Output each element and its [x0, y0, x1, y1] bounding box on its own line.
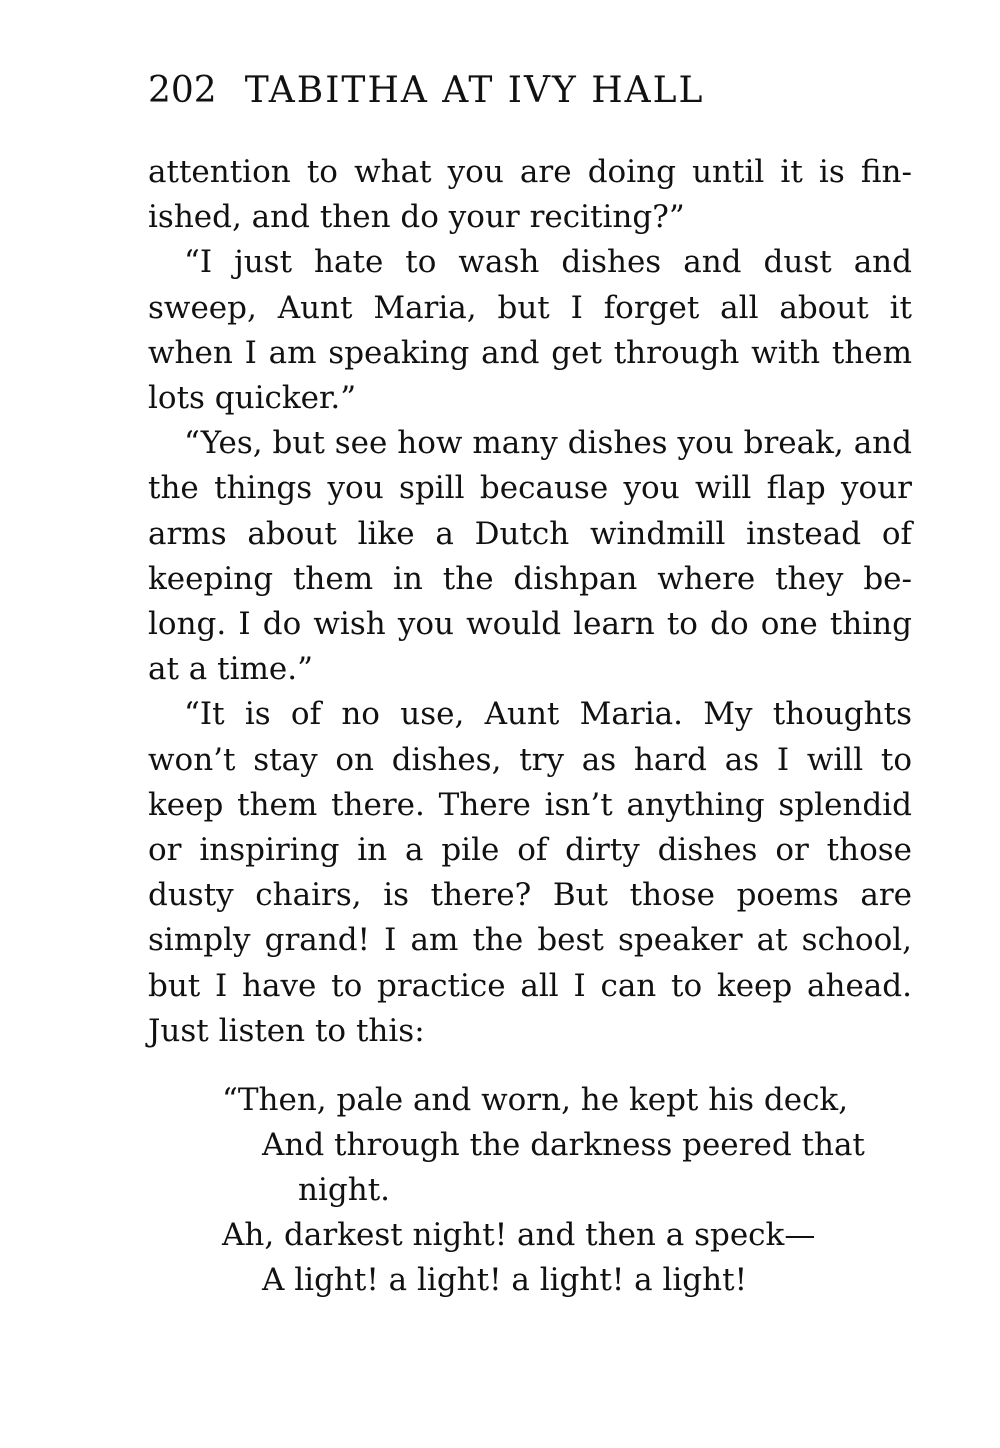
- paragraph: “Yes, but see how many dishes you break, and the things you spill because you will flap your arms about like a Dutch windmill instead of keeping them in the dishpan where they be-long. I do wish you would learn to do one thing at a time.”: [148, 425, 912, 688]
- running-header: [148, 66, 848, 116]
- verse-quote: [222, 1078, 922, 1303]
- body-text: [148, 150, 912, 1054]
- verse-line: night.: [298, 1172, 391, 1208]
- running-title: TABITHA AT IVY HALL: [244, 70, 705, 111]
- page-number: 202: [148, 70, 217, 111]
- verse-line: A light! a light! a light! a light!: [262, 1262, 748, 1298]
- verse-line: Ah, darkest night! and then a speck—: [222, 1217, 816, 1253]
- verse-line: And through the darkness peered that: [262, 1127, 865, 1163]
- paragraph: “It is of no use, Aunt Maria. My thoughts won’t stay on dishes, try as hard as I will to keep them there. There isn’t anything splendid or inspiring in a pile of dirty dishes or those dusty chairs, is there? But those poems are simply grand! I am the best speaker at school, but I have to practice all I can to keep ahead. Just listen to this:: [148, 696, 912, 1049]
- paragraph: attention to what you are doing until it is fin-ished, and then do your reciting?”: [148, 154, 912, 236]
- verse-line: “Then, pale and worn, he kept his deck,: [222, 1082, 849, 1118]
- paragraph: “I just hate to wash dishes and dust and sweep, Aunt Maria, but I forget all about it when I am speaking and get through with them lots quicker.”: [148, 244, 912, 417]
